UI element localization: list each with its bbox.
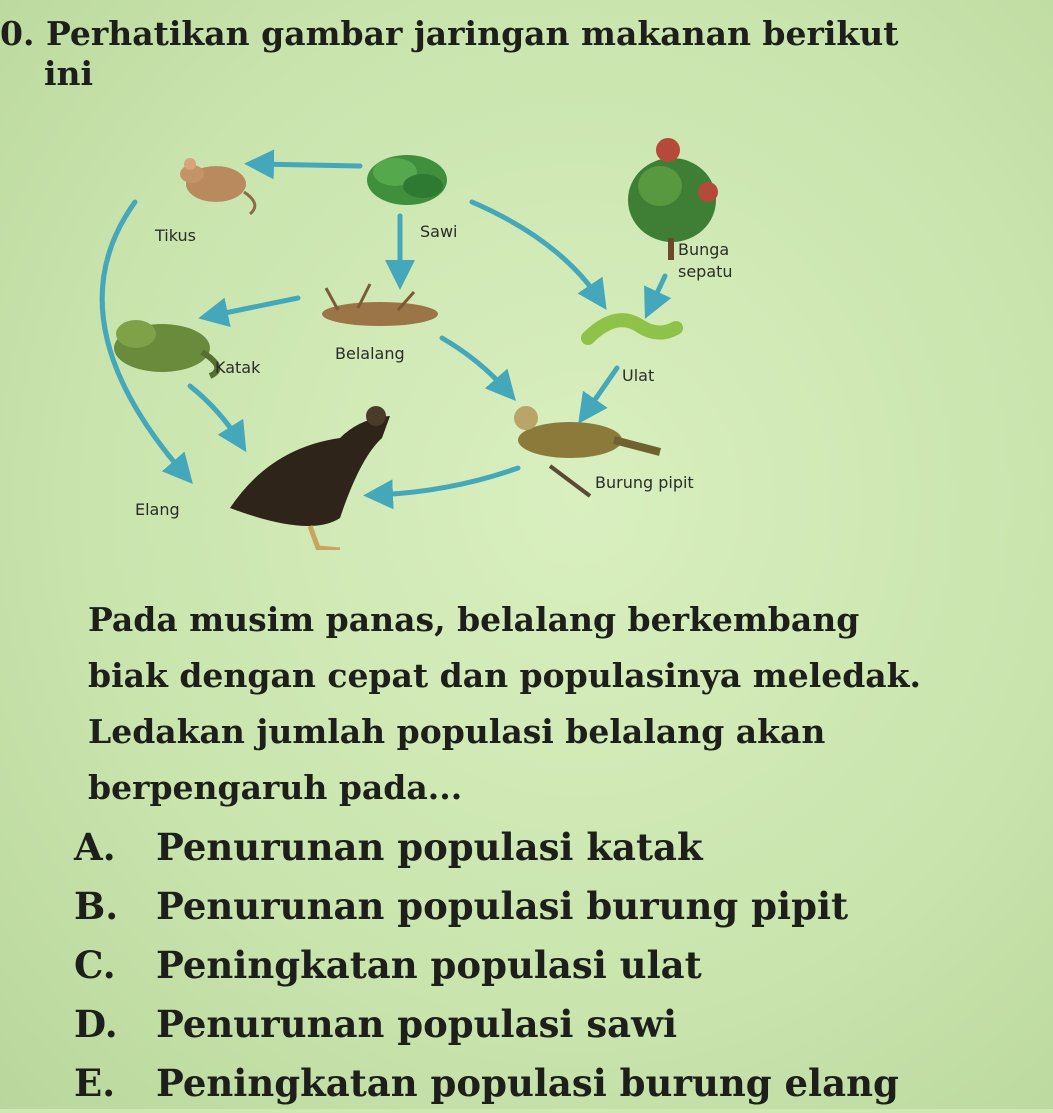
label-elang: Elang (135, 500, 180, 519)
stem-line-1: Pada musim panas, belalang berkembang (88, 600, 860, 639)
option-text: Penurunan populasi burung pipit (156, 884, 849, 928)
answer-options (74, 818, 1034, 1113)
arrow-sawi-ulat (472, 202, 600, 300)
label-ulat: Ulat (622, 366, 655, 385)
option-a[interactable] (74, 818, 1034, 877)
label-sawi: Sawi (420, 222, 458, 241)
arrow-bunga-ulat (650, 276, 665, 308)
option-text: Penurunan populasi katak (156, 825, 703, 869)
question-title-line2: ini (44, 54, 94, 93)
arrow-ulat-burung (585, 368, 617, 414)
label-tikus: Tikus (155, 226, 196, 245)
question-title (0, 14, 1040, 94)
tikus-figure (180, 158, 255, 214)
elang-figure (230, 406, 390, 550)
label-katak: Katak (215, 358, 261, 377)
option-letter: D. (74, 1002, 118, 1046)
label-bunga-1: Bunga (678, 240, 730, 259)
arrow-belalang-katak (210, 298, 298, 316)
stem-line-3: Ledakan jumlah populasi belalang akan (88, 712, 826, 751)
stem-line-4: berpengaruh pada... (88, 768, 463, 807)
sawi-figure (367, 155, 447, 205)
arrow-burung-elang (375, 468, 518, 495)
option-text: Peningkatan populasi ulat (156, 943, 702, 987)
option-e[interactable] (74, 1054, 1034, 1113)
arrow-sawi-tikus (256, 164, 360, 166)
option-text: Penurunan populasi sawi (156, 1002, 678, 1046)
ulat-figure (588, 320, 676, 338)
arrow-katak-elang (190, 386, 240, 442)
label-burung-pipit: Burung pipit (595, 473, 694, 492)
option-letter: B. (74, 884, 119, 928)
food-web-svg (60, 130, 820, 550)
option-letter: C. (74, 943, 116, 987)
option-text: Peningkatan populasi burung elang (156, 1061, 899, 1105)
arrow-belalang-burung (442, 338, 508, 392)
katak-figure (114, 320, 217, 376)
question-title-line1: Perhatikan gambar jaringan makanan berikut (45, 14, 899, 53)
label-belalang: Belalang (335, 344, 405, 363)
option-letter: A. (74, 825, 116, 869)
question-stem (88, 592, 1028, 816)
label-bunga-2: sepatu (678, 262, 733, 281)
option-letter: E. (74, 1061, 116, 1105)
question-number: 0. (0, 14, 35, 53)
option-d[interactable] (74, 995, 1034, 1054)
option-c[interactable] (74, 936, 1034, 995)
food-web-diagram (60, 130, 820, 550)
stem-line-2: biak dengan cepat dan populasinya meledak. (88, 656, 922, 695)
belalang-figure (322, 284, 438, 326)
option-b[interactable] (74, 877, 1034, 936)
